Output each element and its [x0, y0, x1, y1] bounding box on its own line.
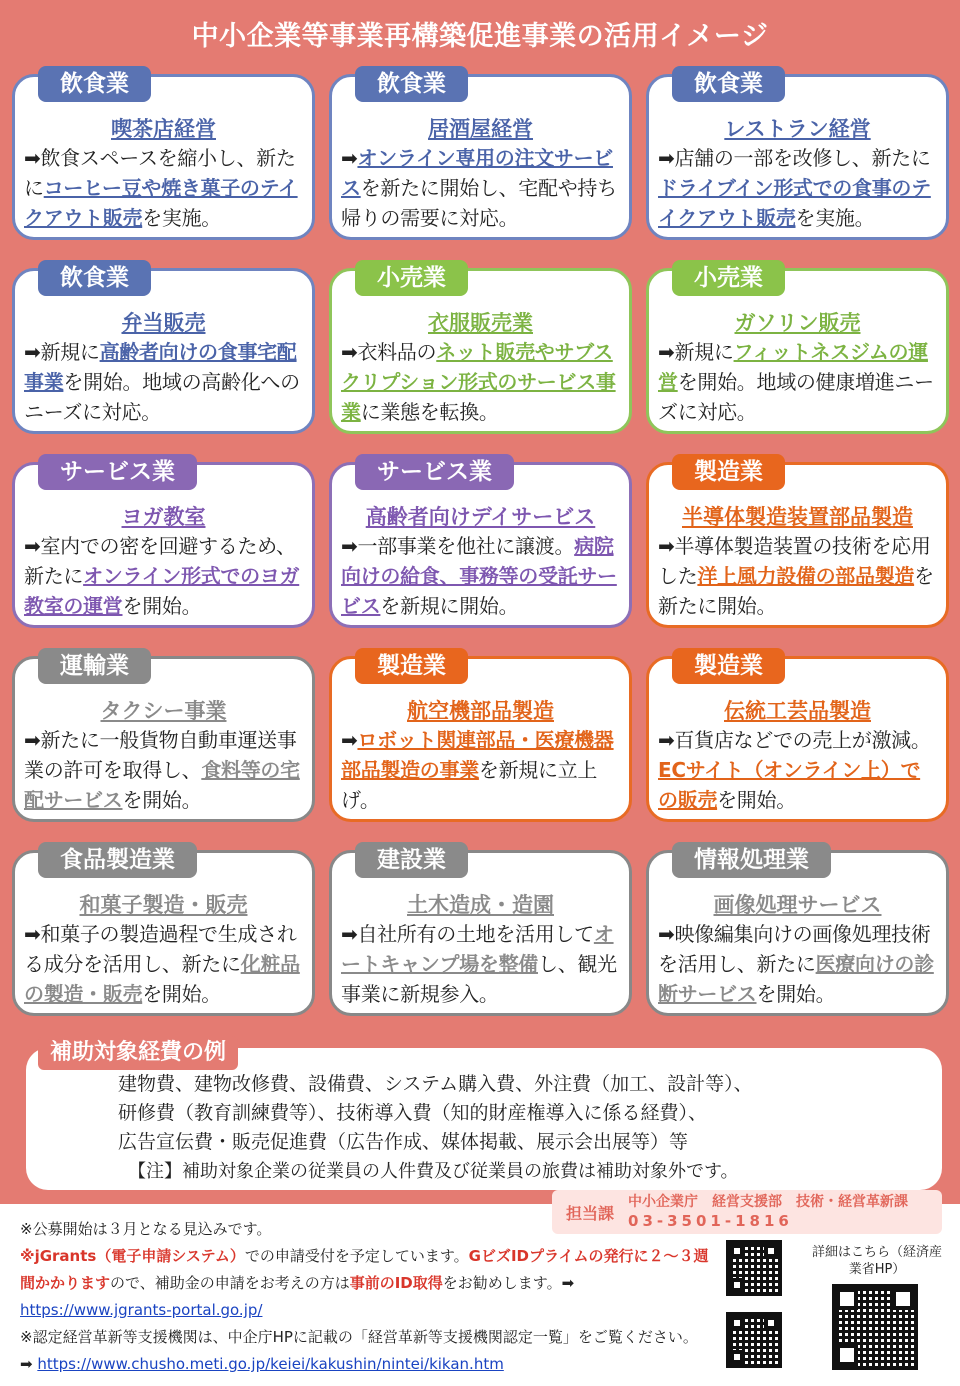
body-text: ➡衣料品の [341, 340, 437, 364]
note-text: での申請受付を予定しています。 [244, 1247, 469, 1265]
highlight-text: オンライン専用の注文サービス [341, 146, 613, 200]
body-text: を開始。 [122, 594, 202, 618]
body-text: ➡自社所有の土地を活用して [341, 922, 594, 946]
business-title: 伝統工芸品製造 [724, 699, 871, 723]
case-card [329, 265, 632, 446]
case-card [646, 653, 949, 834]
body-text: ➡新たに一般貨物自動車運送事業の許可を取得し、 [24, 728, 297, 782]
case-description [24, 919, 303, 1009]
industry-tag: 製造業 [355, 648, 468, 684]
highlight-text: 食料等の宅配サービス [24, 758, 300, 812]
expense-line: 広告宣伝費・販売促進費（広告作成、媒体掲載、展示会出展等）等 [118, 1131, 689, 1153]
industry-tag: 飲食業 [672, 66, 785, 102]
highlight-text: コーヒー豆や焼き菓子のテイクアウト販売 [24, 176, 298, 230]
business-title: ヨガ教室 [121, 505, 206, 529]
body-text: ➡室内での密を回避するため、新たに [24, 534, 296, 588]
industry-tag: 飲食業 [38, 66, 151, 102]
body-text: を開始。 [122, 788, 202, 812]
body-text: し、観光事業に新規参入。 [341, 952, 617, 1006]
business-title: 喫茶店経営 [111, 117, 216, 141]
body-text: ➡映像編集向けの画像処理技術を活用し、新たに [658, 922, 931, 976]
business-title: レストラン経営 [724, 117, 871, 141]
body-text: ➡新規に [24, 340, 100, 364]
body-text: ➡新規に [658, 340, 734, 364]
case-card [646, 459, 949, 640]
contact-info [628, 1193, 908, 1231]
highlight-text: ネット販売やサブスクリプション形式のサービス事業 [341, 340, 616, 424]
body-text: を開始。地域の健康増進ニーズに対応。 [658, 370, 934, 424]
case-card [329, 847, 632, 1028]
body-text: を新規に開始。 [380, 594, 519, 618]
case-description [341, 531, 620, 621]
footer-notes [20, 1216, 710, 1378]
case-card [329, 653, 632, 834]
highlight-text: 高齢者向けの食事宅配事業 [24, 340, 297, 394]
case-description [341, 337, 620, 427]
business-title: タクシー事業 [100, 699, 227, 723]
business-title: 居酒屋経営 [428, 117, 533, 141]
business-title: 衣服販売業 [428, 311, 533, 335]
industry-tag: 情報処理業 [672, 842, 831, 878]
industry-tag: 製造業 [672, 648, 785, 684]
highlight-text: 医療向けの診断サービス [658, 952, 934, 1006]
contact-label: 担当課 [566, 1203, 615, 1223]
case-description [341, 919, 620, 1009]
industry-tag: 建設業 [355, 842, 468, 878]
business-title: 土木造成・造園 [407, 893, 554, 917]
business-title: 画像処理サービス [713, 893, 882, 917]
expense-line: 建物費、建物改修費、設備費、システム購入費、外注費（加工、設計等）、 [118, 1073, 753, 1095]
case-description [341, 725, 620, 815]
business-title: 弁当販売 [121, 311, 206, 335]
chusho-link[interactable]: https://www.chusho.meti.go.jp/keiei/kakushin/nintei/kikan.htm [37, 1355, 504, 1373]
industry-tag: サービス業 [355, 454, 514, 490]
case-description [24, 337, 303, 427]
highlight-text: 化粧品の製造・販売 [24, 952, 300, 1006]
business-title: 高齢者向けデイサービス [365, 505, 596, 529]
case-description [341, 143, 620, 233]
footer-note-support [20, 1324, 710, 1378]
contact-dept: 中小企業庁 経営支援部 技術・経営革新課 [628, 1194, 909, 1210]
contact-box [552, 1190, 942, 1234]
body-text: ➡一部事業を他社に譲渡。 [341, 534, 575, 558]
expense-note: 【注】補助対象企業の従業員の人件費及び従業員の旅費は補助対象外です。 [128, 1161, 739, 1182]
body-text: ➡ [341, 728, 358, 752]
industry-tag: 飲食業 [38, 260, 151, 296]
note-text: をお勧めします。➡ [442, 1274, 575, 1292]
industry-tag: 小売業 [355, 260, 468, 296]
industry-tag: 食品製造業 [38, 842, 197, 878]
expense-label: 補助対象経費の例 [38, 1036, 238, 1070]
body-text: を新規に立上げ。 [341, 758, 598, 812]
case-card [12, 265, 315, 446]
case-card [12, 653, 315, 834]
business-title: 半導体製造装置部品製造 [682, 505, 913, 529]
footer-note-schedule: ※公募開始は３月となる見込みです。 [20, 1220, 272, 1238]
id-advice: 事前のID取得 [349, 1274, 443, 1292]
case-card [329, 71, 632, 252]
body-text: に業態を転換。 [360, 400, 499, 424]
highlight-text: オートキャンプ場を整備 [341, 922, 614, 976]
case-description [658, 725, 937, 815]
highlight-text: ロボット関連部品・医療機器部品製造の事業 [341, 728, 614, 782]
case-card [12, 847, 315, 1028]
body-text: を実施。 [795, 206, 875, 230]
case-description [658, 337, 937, 427]
case-description [24, 531, 303, 621]
case-card [12, 459, 315, 640]
case-card [646, 265, 949, 446]
hp-label: 詳細はこちら（経済産業省HP） [812, 1245, 943, 1277]
industry-tag: 製造業 [672, 454, 785, 490]
note-text: ので、補助金の申請をお考えの方は [110, 1274, 350, 1292]
expense-line: 研修費（教育訓練費等）、技術導入費（知的財産権導入に係る経費）、 [118, 1102, 708, 1124]
highlight-text: ドライブイン形式での食事のテイクアウト販売 [658, 176, 931, 230]
highlight-text: オンライン形式でのヨガ教室の運営 [24, 564, 300, 618]
body-text: を新たに開始し、宅配や持ち帰りの需要に対応。 [341, 176, 617, 230]
body-text: を開始。 [756, 982, 836, 1006]
jgrants-text: ※jGrants（電子申請システム） [20, 1247, 245, 1265]
case-description [24, 143, 303, 233]
qr-code-meti[interactable] [832, 1284, 918, 1370]
case-card [646, 71, 949, 252]
business-title: ガソリン販売 [734, 311, 861, 335]
body-text: を開始。地域の高齢化へのニーズに対応。 [24, 370, 300, 424]
note-text: ※認定経営革新等支援機関は、中企庁HPに記載の「経営革新等支援機関認定一覧」をご覧ください。➡ [20, 1328, 698, 1373]
case-card [329, 459, 632, 640]
industry-tag: 小売業 [672, 260, 785, 296]
case-description [24, 725, 303, 815]
highlight-text: フィットネスジムの運営 [658, 340, 928, 394]
case-card [646, 847, 949, 1028]
highlight-text: 病院向けの給食、事務等の受託サービス [341, 534, 617, 618]
contact-phone: 03-3501-1816 [628, 1212, 793, 1230]
body-text: ➡半導体製造装置の技術を応用した [658, 534, 931, 588]
case-description [658, 919, 937, 1009]
body-text: を開始。 [717, 788, 796, 812]
qr-code-jgrants[interactable] [726, 1240, 782, 1296]
body-text: ➡飲食スペースを縮小し、新たに [24, 146, 296, 200]
case-card-grid [12, 71, 950, 1028]
jgrants-link[interactable]: https://www.jgrants-portal.go.jp/ [20, 1301, 263, 1319]
industry-tag: サービス業 [38, 454, 197, 490]
industry-tag: 飲食業 [355, 66, 468, 102]
highlight-text: ECサイト（オンライン上）での販売 [658, 758, 921, 812]
body-text: を開始。 [142, 982, 222, 1006]
body-text: を新たに開始。 [658, 564, 934, 618]
gbiz-warning: GビズIDプライムの発行に２～３週間かかります [20, 1247, 709, 1292]
business-title: 和菓子製造・販売 [79, 893, 248, 917]
page-title: 中小企業等事業再構築促進事業の活用イメージ [191, 21, 769, 52]
business-title: 航空機部品製造 [407, 699, 554, 723]
body-text: ➡ [341, 146, 358, 170]
body-text: ➡店舗の一部を改修し、新たに [658, 146, 931, 170]
highlight-text: 洋上風力設備の部品製造 [697, 564, 915, 588]
qr-code-chusho[interactable] [726, 1312, 782, 1368]
body-text: ➡百貨店などでの売上が激減。 [658, 728, 931, 752]
case-description [658, 531, 937, 621]
case-card [12, 71, 315, 252]
case-description [658, 143, 937, 233]
body-text: ➡和菓子の製造過程で生成される成分を活用し、新たに [24, 922, 297, 976]
industry-tag: 運輸業 [38, 648, 151, 684]
footer-note-jgrants [20, 1243, 710, 1324]
body-text: を実施。 [142, 206, 222, 230]
